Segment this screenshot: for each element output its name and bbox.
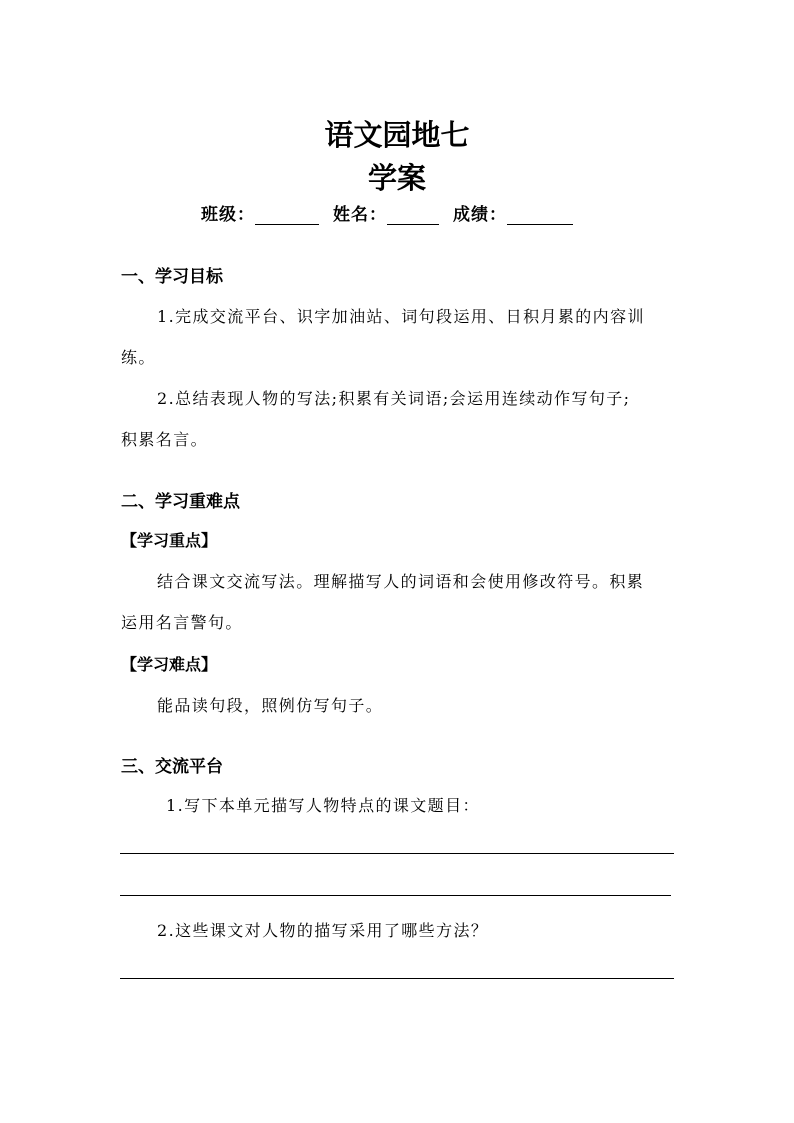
score-label: 成绩： <box>453 205 507 225</box>
objective-2-line-1: 2.总结表现人物的写法;积累有关词语;会运用连续动作写句子; <box>157 389 631 408</box>
score-blank[interactable] <box>507 204 573 225</box>
section-heading-exchange: 三、交流平台 <box>121 757 223 777</box>
name-label: 姓名： <box>333 205 387 225</box>
name-blank[interactable] <box>387 204 439 225</box>
difficulty-label: 【学习难点】 <box>121 655 218 674</box>
class-label: 班级： <box>201 205 255 225</box>
section-heading-objectives: 一、学习目标 <box>121 267 223 287</box>
answer-line-1a[interactable] <box>120 853 674 854</box>
student-info-row <box>201 200 573 225</box>
question-1: 1.写下本单元描写人物特点的课文题目： <box>166 796 480 815</box>
objective-1-line-1: 1.完成交流平台、识字加油站、词句段运用、日积月累的内容训 <box>157 307 645 326</box>
section-heading-key-points: 二、学习重难点 <box>121 492 240 512</box>
difficulty-text: 能品读句段，照例仿写句子。 <box>157 696 384 715</box>
answer-line-1b[interactable] <box>120 895 671 896</box>
objective-1-line-2: 练。 <box>121 348 156 367</box>
answer-line-2[interactable] <box>120 978 674 979</box>
page-title: 语文园地七 <box>324 118 470 152</box>
class-blank[interactable] <box>255 204 319 225</box>
objective-2-line-2: 积累名言。 <box>121 430 209 449</box>
page-subtitle: 学案 <box>367 161 426 195</box>
focus-label: 【学习重点】 <box>121 531 218 550</box>
focus-line-2: 运用名言警句。 <box>121 613 243 632</box>
question-2: 2.这些课文对人物的描写采用了哪些方法？ <box>157 921 489 940</box>
focus-line-1: 结合课文交流写法。理解描写人的词语和会使用修改符号。积累 <box>157 572 645 591</box>
